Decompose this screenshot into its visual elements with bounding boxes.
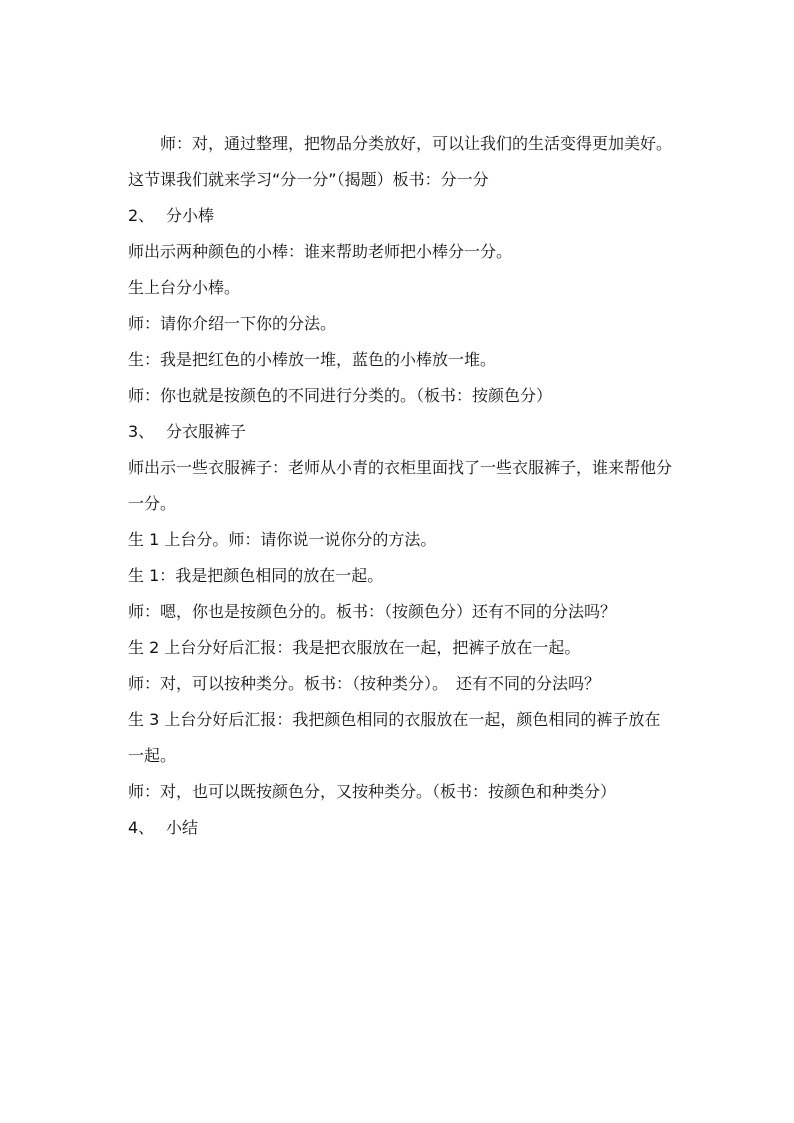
paragraph-intro: 师：对，通过整理，把物品分类放好，可以让我们的生活变得更加美好。这节课我们就来学习“分一分”（揭题）板书：分一分: [128, 134, 673, 189]
section-number: 4、: [128, 818, 155, 837]
document-body: [128, 126, 676, 846]
paragraph: 师：对，可以按种类分。板书：（按种类分）。 还有不同的分法吗？: [128, 674, 601, 693]
paragraph: 师出示两种颜色的小棒：谁来帮助老师把小棒分一分。: [128, 242, 513, 261]
section-number: 3、: [128, 422, 155, 441]
paragraph: 生 2 上台分好后汇报：我是把衣服放在一起，把裤子放在一起。: [128, 638, 581, 657]
section-title: 分小棒: [166, 206, 215, 225]
paragraph: 生 3 上台分好后汇报：我把颜色相同的衣服放在一起，颜色相同的裤子放在一起。: [128, 710, 661, 765]
paragraph: 生上台分小棒。: [128, 278, 241, 297]
paragraph: 生 1：我是把颜色相同的放在一起。: [128, 566, 384, 585]
section-number: 2、: [128, 206, 155, 225]
paragraph: 师：你也就是按颜色的不同进行分类的。（板书：按颜色分）: [128, 386, 553, 405]
section-title: 小结: [166, 818, 199, 837]
section-title: 分衣服裤子: [166, 422, 247, 441]
paragraph: 师：对，也可以既按颜色分，又按种类分。（板书：按颜色和种类分）: [128, 782, 617, 801]
paragraph: 师：请你介绍一下你的分法。: [128, 314, 337, 333]
paragraph: 生：我是把红色的小棒放一堆，蓝色的小棒放一堆。: [128, 350, 497, 369]
paragraph: 生 1 上台分。师：请你说一说你分的方法。: [128, 530, 437, 549]
section-heading-3: [128, 414, 676, 450]
paragraph: 师出示一些衣服裤子：老师从小青的衣柜里面找了一些衣服裤子，谁来帮他分一分。: [128, 458, 673, 513]
paragraph: 师：嗯，你也是按颜色分的。板书：（按颜色分）还有不同的分法吗？: [128, 602, 617, 621]
section-heading-2: [128, 198, 676, 234]
section-heading-4: [128, 810, 676, 846]
